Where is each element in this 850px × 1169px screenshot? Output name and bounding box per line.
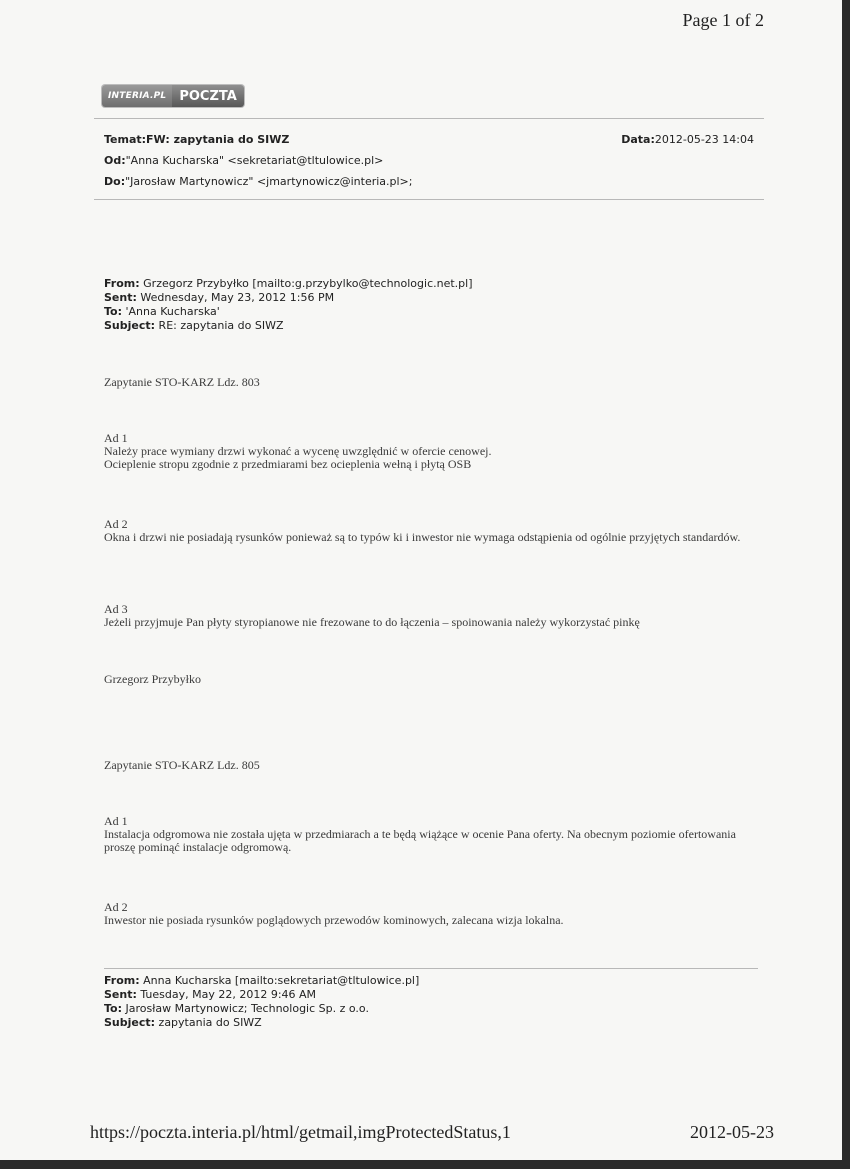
message-subject-row <box>104 133 289 146</box>
date-value: 2012-05-23 14:04 <box>654 133 754 146</box>
fwd2-subject-value: zapytania do SIWZ <box>158 1016 262 1029</box>
from-value: "Anna Kucharska" <sekretariat@tltulowice.pl> <box>125 154 384 167</box>
q2-ad1-label: Ad 1 <box>104 814 128 828</box>
fwd2-from <box>104 974 419 988</box>
fwd2-from-value: Anna Kucharska [mailto:sekretariat@tltulowice.pl] <box>143 974 420 987</box>
fwd1-sent <box>104 291 473 305</box>
q1-ad3 <box>104 603 744 629</box>
fwd1-subject <box>104 319 473 333</box>
fwd2-subject-label: Subject: <box>104 1016 156 1029</box>
divider-header <box>94 199 764 200</box>
fwd1-subject-value: RE: zapytania do SIWZ <box>158 319 284 332</box>
forward-header-2 <box>104 974 419 1030</box>
fwd1-from-label: From: <box>104 277 140 290</box>
to-label: Do: <box>104 175 126 188</box>
q1-ad1-line2: Ocieplenie stropu zgodnie z przedmiarami bez ocieplenia wełną i płytą OSB <box>104 457 472 471</box>
fwd1-to <box>104 305 473 319</box>
fwd1-to-value: 'Anna Kucharska' <box>125 305 220 318</box>
interia-poczta-logo <box>102 85 244 107</box>
fwd2-from-label: From: <box>104 974 140 987</box>
signature: Grzegorz Przybyłko <box>104 672 201 686</box>
q1-ad1 <box>104 432 744 471</box>
fwd1-sent-label: Sent: <box>104 291 137 304</box>
q1-ad3-label: Ad 3 <box>104 602 128 616</box>
fwd2-sent <box>104 988 419 1002</box>
fwd1-subject-label: Subject: <box>104 319 156 332</box>
fwd2-to <box>104 1002 419 1016</box>
fwd1-from <box>104 277 473 291</box>
logo-interia-text: INTERIA.PL <box>102 85 172 107</box>
q2-title: Zapytanie STO-KARZ Ldz. 805 <box>104 758 260 772</box>
q1-ad3-text: Jeżeli przyjmuje Pan płyty styropianowe nie frezowane to do łączenia – spoinowania należy wykorzystać pinkę <box>104 615 640 629</box>
q2-ad2 <box>104 901 744 927</box>
q1-ad2-label: Ad 2 <box>104 517 128 531</box>
fwd1-to-label: To: <box>104 305 122 318</box>
q1-ad2 <box>104 518 744 544</box>
footer-date: 2012-05-23 <box>690 1122 774 1142</box>
fwd2-sent-value: Tuesday, May 22, 2012 9:46 AM <box>140 988 317 1001</box>
footer-url: https://poczta.interia.pl/html/getmail,imgProtectedStatus,1 <box>90 1122 511 1142</box>
date-label: Data: <box>621 133 655 146</box>
logo-poczta-text: POCZTA <box>172 85 243 107</box>
q2-ad1-text: Instalacja odgromowa nie została ujęta w przedmiarach a te będą wiążące w ocenie Pana oferty. Na obecnym poziomie ofertowania proszę pominąć instalacje odgromową. <box>104 827 736 854</box>
page-number: Page 1 of 2 <box>682 10 764 30</box>
q1-ad1-label: Ad 1 <box>104 431 128 445</box>
q1-ad1-line1: Należy prace wymiany drzwi wykonać a wycenę uwzględnić w ofercie cenowej. <box>104 444 492 458</box>
fwd2-to-label: To: <box>104 1002 122 1015</box>
fwd1-sent-value: Wednesday, May 23, 2012 1:56 PM <box>140 291 335 304</box>
q2-ad1 <box>104 815 744 854</box>
message-from-row <box>104 154 383 167</box>
from-label: Od: <box>104 154 126 167</box>
q2-ad2-text: Inwestor nie posiada rysunków poglądowych przewodów kominowych, zalecana wizja lokalna. <box>104 913 564 927</box>
q1-title: Zapytanie STO-KARZ Ldz. 803 <box>104 375 260 389</box>
fwd2-sent-label: Sent: <box>104 988 137 1001</box>
divider-top <box>94 118 764 119</box>
divider-quote <box>104 968 758 969</box>
q2-ad2-label: Ad 2 <box>104 900 128 914</box>
fwd2-subject <box>104 1016 419 1030</box>
fwd2-to-value: Jarosław Martynowicz; Technologic Sp. z o.o. <box>125 1002 369 1015</box>
message-to-row <box>104 175 413 188</box>
to-value: "Jarosław Martynowicz" <jmartynowicz@interia.pl>; <box>125 175 413 188</box>
subject-value: FW: zapytania do SIWZ <box>146 133 290 146</box>
forward-header-1 <box>104 277 473 333</box>
subject-label: Temat: <box>104 133 147 146</box>
message-date-row <box>621 133 754 146</box>
q1-ad2-text: Okna i drzwi nie posiadają rysunków ponieważ są to typów ki i inwestor nie wymaga odstąpienia od ogólnie przyjętych standardów. <box>104 530 741 544</box>
fwd1-from-value: Grzegorz Przybyłko [mailto:g.przybylko@technologic.net.pl] <box>143 277 473 290</box>
